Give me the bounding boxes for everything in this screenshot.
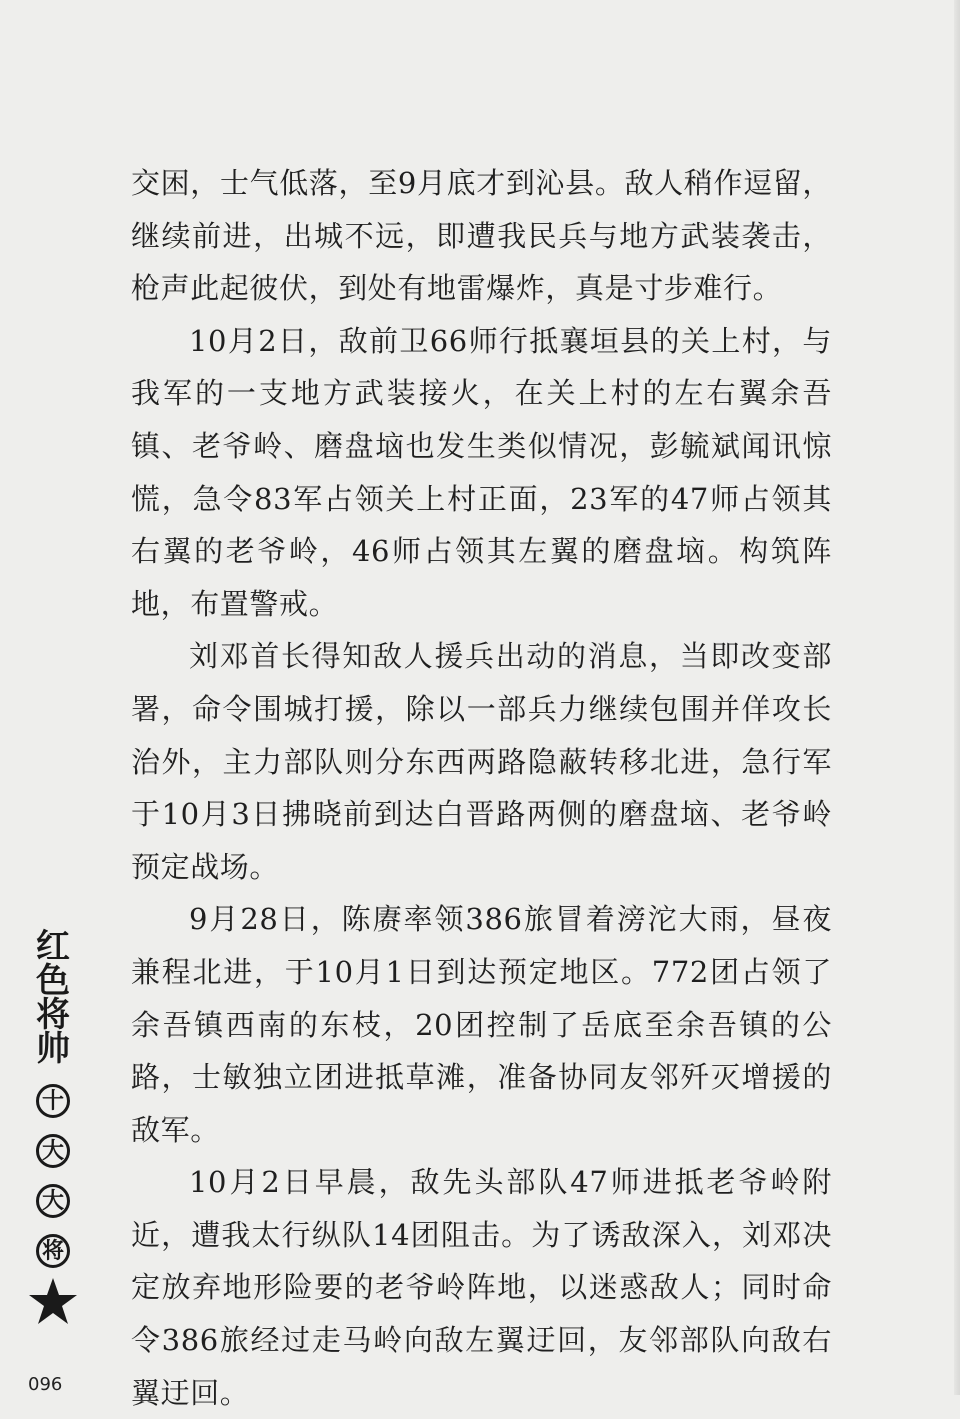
body-text — [131, 157, 832, 1419]
circled-char: 大 — [36, 1134, 70, 1168]
paragraph-2: 10月2日，敌前卫66师行抵襄垣县的关上村，与我军的一支地方武装接火，在关上村的左右翼余吾镇、老爷岭、磨盘垴也发生类似情况，彭毓斌闻讯惊慌，急令83军占领关上村正面，23军的47师占领其右翼的老爷岭，46师占领其左翼的磨盘垴。构筑阵地，布置警戒。 — [131, 323, 832, 621]
paragraph-3: 刘邓首长得知敌人援兵出动的消息，当即改变部署，命令围城打援，除以一部兵力继续包围并佯攻长治外，主力部队则分东西两路隐蔽转移北进，急行军于10月3日拂晓前到达白晋路两侧的磨盘垴、老爷岭预定战场。 — [131, 639, 832, 884]
paragraph-1: 交困，士气低落，至9月底才到沁县。敌人稍作逗留，继续前进，出城不远，即遭我民兵与地方武装袭击，枪声此起彼伏，到处有地雷爆炸，真是寸步难行。 — [131, 166, 832, 306]
page-edge — [954, 0, 960, 1395]
circled-char: 将 — [36, 1234, 70, 1268]
series-title-vertical — [28, 927, 78, 1326]
circled-char: 大 — [36, 1184, 70, 1218]
circled-char: 十 — [36, 1084, 70, 1118]
series-title-char: 将 — [36, 995, 70, 1035]
paragraph-4: 9月28日，陈赓率领386旅冒着滂沱大雨，昼夜兼程北进，于10月1日到达预定地区。772团占领了余吾镇西南的东枝，20团控制了岳底至余吾镇的公路，士敏独立团进抵草滩，准备协同友邻歼灭增援的敌军。 — [131, 902, 832, 1147]
series-title-char: 色 — [36, 961, 70, 1001]
page-number: 096 — [28, 1374, 63, 1395]
series-title-char: 红 — [36, 927, 70, 967]
series-title-char: 帅 — [36, 1029, 70, 1069]
star-icon — [28, 1276, 78, 1326]
paragraph-5: 10月2日早晨，敌先头部队47师进抵老爷岭附近，遭我太行纵队14团阻击。为了诱敌深入，刘邓决定放弃地形险要的老爷岭阵地，以迷惑敌人；同时命令386旅经过走马岭向敌左翼迂回，友邻部队向敌右翼迂回。 — [131, 1165, 832, 1410]
